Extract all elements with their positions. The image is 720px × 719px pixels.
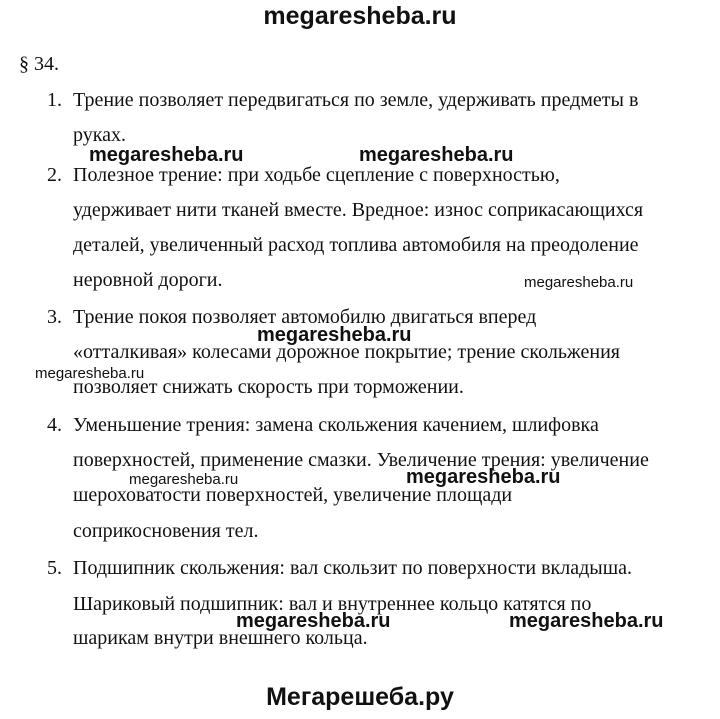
- watermark: megaresheba.ru: [35, 365, 145, 382]
- item-5-line-3: шарикам внутри внешнего кольца.: [73, 627, 368, 649]
- item-5-line-2: Шариковый подшипник: вал и внутреннее кольцо катятся по: [73, 593, 592, 615]
- item-2-line-2: удерживает нити тканей вместе. Вредное: износ соприкасающихся: [73, 199, 644, 221]
- watermark: megaresheba.ru: [406, 466, 561, 488]
- item-1-line-1: Трение позволяет передвигаться по земле, удерживать предметы в: [73, 89, 639, 111]
- item-2-line-4: неровной дороги.: [73, 269, 223, 291]
- item-1-line-2: руках.: [73, 124, 127, 146]
- item-3-line-3: позволяет снижать скорость при торможении.: [73, 376, 464, 398]
- watermark: megaresheba.ru: [257, 324, 412, 346]
- item-3-line-1: Трение покоя позволяет автомобилю двигаться вперед: [73, 306, 537, 328]
- watermark: megaresheba.ru: [359, 144, 514, 166]
- item-3-number: 3.: [47, 306, 62, 328]
- item-4-line-2: поверхностей, применение смазки. Увеличение трения: увеличение: [73, 449, 649, 471]
- item-1-number: 1.: [47, 89, 62, 111]
- item-5-number: 5.: [47, 557, 62, 579]
- watermark: megaresheba.ru: [509, 610, 664, 632]
- item-5-line-1: Подшипник скольжения: вал скользит по поверхности вкладыша.: [73, 557, 632, 579]
- item-3-line-2: «отталкивая» колесами дорожное покрытие; трение скольжения: [73, 341, 620, 363]
- site-footer: Мегарешеба.ру: [266, 683, 454, 711]
- item-4-number: 4.: [47, 414, 62, 436]
- site-header: megaresheba.ru: [263, 2, 457, 30]
- watermark: megaresheba.ru: [129, 471, 239, 488]
- item-2-line-3: деталей, увеличенный расход топлива автомобиля на преодоление: [73, 234, 639, 256]
- item-2-number: 2.: [47, 164, 62, 186]
- watermark: megaresheba.ru: [524, 274, 634, 291]
- section-number: § 34.: [19, 53, 59, 75]
- item-2-line-1: Полезное трение: при ходьбе сцепление с поверхностью,: [73, 164, 560, 186]
- item-4-line-1: Уменьшение трения: замена скольжения качением, шлифовка: [73, 414, 599, 436]
- item-4-line-4: соприкосновения тел.: [73, 520, 259, 542]
- watermark: megaresheba.ru: [89, 144, 244, 166]
- watermark: megaresheba.ru: [236, 610, 391, 632]
- item-4-line-3: шероховатости поверхностей, увеличение площади: [73, 484, 513, 506]
